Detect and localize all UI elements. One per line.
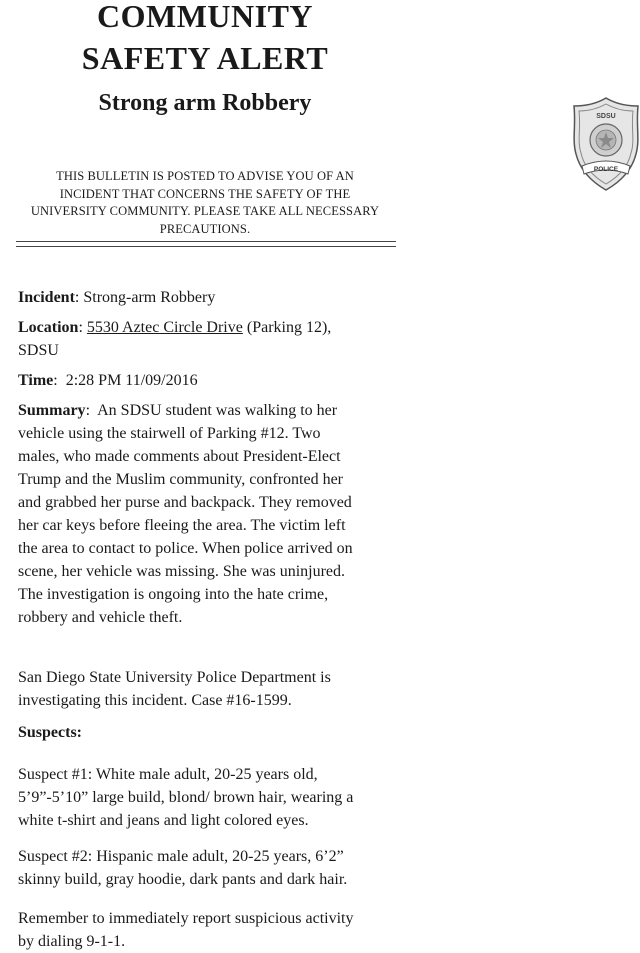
summary-line: males, who made comments about President-Elect: [18, 448, 341, 465]
summary-field: Summary: An SDSU student was walking to her vehicle using the stairwell of Parking #12. Two males, who made comments about President-Elect Trump and the Muslim community, confronted her and grabbed her purse and backpack. They removed her car keys before fleeing the area. The victim left the area to contact to police. When police arrived on scene, her vehicle was missing. She was uninjured. The investigation is ongoing into the hate crime, robbery and vehicle theft.: [18, 399, 398, 629]
summary-line: The investigation is ongoing into the hate crime,: [18, 586, 329, 603]
bulletin-line: UNIVERSITY COMMUNITY. PLEASE TAKE ALL NECESSARY: [30, 204, 380, 218]
incident-label: Incident: [18, 289, 75, 306]
investigation-note: [18, 666, 398, 712]
time-value: 2:28 PM 11/09/2016: [65, 372, 198, 389]
bulletin-notice: [18, 168, 392, 238]
suspect-2-description: [18, 845, 398, 891]
divider-top: [16, 241, 396, 242]
summary-line: and grabbed her purse and backpack. They removed: [18, 494, 352, 511]
badge-top-text: SDSU: [596, 113, 616, 120]
incident-value: Strong-arm Robbery: [83, 289, 216, 306]
summary-line: Trump and the Muslim community, confronted her: [18, 471, 343, 488]
summary-first-line: An SDSU student was walking to her: [97, 402, 338, 419]
summary-line: robbery and vehicle theft.: [18, 609, 183, 626]
suspect-1-line: 5’9”-5’10” large build, blond/ brown hair, wearing a: [18, 789, 354, 806]
summary-label: Summary: [18, 402, 86, 419]
location-line2: SDSU: [18, 342, 59, 359]
suspect-1-line: Suspect #1: White male adult, 20-25 years old,: [18, 766, 318, 783]
location-field: Location: 5530 Aztec Circle Drive (Parking 12), SDSU: [18, 316, 398, 362]
location-label: Location: [18, 319, 79, 336]
suspects-heading: Suspects:: [18, 724, 83, 741]
suspect-2-line: Suspect #2: Hispanic male adult, 20-25 years, 6’2”: [18, 848, 344, 865]
bulletin-line: INCIDENT THAT CONCERNS THE SAFETY OF THE: [59, 186, 351, 201]
time-label: Time: [18, 372, 54, 389]
reminder-line: Remember to immediately report suspicious activity: [18, 910, 354, 927]
report-reminder: [18, 907, 398, 953]
time-field: Time: 2:28 PM 11/09/2016: [18, 372, 198, 389]
police-badge-icon: [572, 96, 640, 192]
reminder-line: by dialing 9-1-1.: [18, 933, 126, 950]
investigation-line: investigating this incident. Case #16-1599.: [18, 692, 292, 709]
alert-title-line2: SAFETY ALERT: [81, 40, 329, 76]
location-address-link[interactable]: 5530 Aztec Circle Drive: [86, 319, 243, 336]
bulletin-line: PRECAUTIONS.: [159, 221, 251, 236]
badge-bottom-text: POLICE: [593, 166, 619, 173]
location-rest: (Parking 12),: [242, 319, 332, 336]
summary-line: scene, her vehicle was missing. She was uninjured.: [18, 563, 346, 580]
alert-title-line1: COMMUNITY: [96, 0, 314, 34]
summary-line: her car keys before fleeing the area. The victim left: [18, 517, 346, 534]
alert-subtitle: Strong arm Robbery: [98, 90, 312, 116]
suspect-2-line: skinny build, gray hoodie, dark pants and dark hair.: [18, 871, 348, 888]
summary-line: the area to contact to police. When police arrived on: [18, 540, 353, 557]
bulletin-line: THIS BULLETIN IS POSTED TO ADVISE YOU OF AN: [56, 169, 354, 183]
divider-bottom: [16, 246, 396, 247]
incident-field: Incident: Strong-arm Robbery: [18, 289, 216, 306]
investigation-line: San Diego State University Police Department is: [18, 669, 331, 686]
summary-line: vehicle using the stairwell of Parking #12. Two: [18, 425, 321, 442]
suspect-1-line: white t-shirt and jeans and light colored eyes.: [18, 812, 309, 829]
suspect-1-description: [18, 763, 398, 832]
